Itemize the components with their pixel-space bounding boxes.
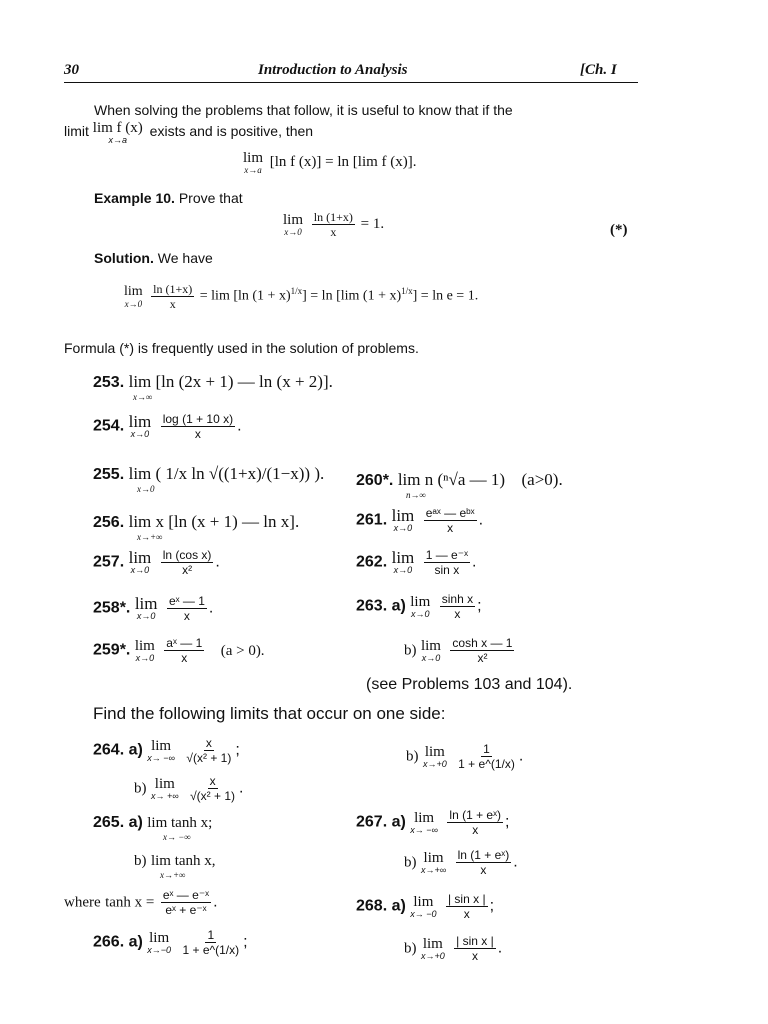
problem-260-expr: lim n (ⁿ√a — 1) — [397, 470, 506, 489]
problem-264a-den: √(x² + 1) — [186, 751, 232, 765]
problem-261-den: x — [447, 521, 454, 535]
sol-num: ln (1+x) — [153, 282, 193, 296]
problem-257-sub: x→0 — [130, 565, 150, 575]
problem-268a-den: x — [463, 907, 470, 921]
example-10 — [94, 190, 243, 206]
problem-256-sub: x→+∞ — [137, 532, 163, 542]
chapter-label: [Ch. I — [580, 62, 617, 78]
problem-268a-lim: lim — [413, 894, 434, 910]
problem-263b-num: cosh x — 1 — [452, 636, 513, 650]
problem-258-den: x — [183, 609, 190, 623]
problem-267b-lim: lim — [423, 850, 444, 866]
problem-266a-sub: x→−0 — [147, 945, 172, 955]
problem-255-number: 255. — [93, 466, 125, 483]
problem-260-sub: n→∞ — [406, 490, 426, 500]
problem-259-num: aˣ — 1 — [166, 636, 203, 650]
problem-253 — [93, 372, 333, 402]
problem-265b-expr: lim tanh x, — [150, 853, 216, 869]
problem-259-sub: x→0 — [135, 653, 155, 663]
problem-268a-sub: x→ −0 — [410, 909, 437, 919]
problem-262-lim: lim — [391, 548, 415, 567]
example-num: ln (1+x) — [313, 210, 353, 224]
problem-265b-sub: x→+∞ — [160, 870, 186, 880]
problem-263a-num: sinh x — [441, 592, 474, 606]
problem-268a: 268. a) lim x→ −0 $\frac{\text{| sin x |}}{x}$ ; — [356, 892, 495, 921]
problem-263a-number: 263. a) — [356, 597, 406, 615]
problem-264c-sub: x→+0 — [422, 759, 447, 769]
problem-264a-num: x — [205, 736, 212, 750]
problem-267a-lim: lim — [414, 810, 435, 826]
problem-266a-num: 1 — [207, 928, 215, 942]
problem-267b-label: b) — [404, 854, 417, 871]
problem-259-number: 259*. — [93, 641, 131, 659]
problem-261-sub: x→0 — [393, 523, 413, 533]
example-label: Example 10. — [94, 190, 175, 206]
problem-268b-lim: lim — [422, 936, 443, 952]
problem-258-lim: lim — [134, 594, 158, 613]
tanh-definition: where tanh x = $\frac{\text{eˣ — e⁻ˣ}}{\text{eˣ + e⁻ˣ}}$ . — [64, 888, 218, 917]
problem-267a-number: 267. a) — [356, 813, 406, 831]
example-sub: x→0 — [284, 227, 302, 237]
problem-254-number: 254. — [93, 417, 125, 435]
tanh-den: eˣ + e⁻ˣ — [165, 903, 207, 917]
page-number: 30 — [64, 62, 79, 78]
intro-line-2 — [64, 120, 313, 145]
problem-268a-num: | sin x | — [447, 892, 486, 906]
problem-267a-den: x — [472, 823, 479, 837]
intro-formula-sub: x→a — [244, 165, 262, 175]
problem-258-num: eˣ — 1 — [168, 594, 205, 608]
sol-lim-1: lim — [124, 284, 143, 299]
problem-255-sub: x→0 — [137, 484, 155, 494]
problem-258: 258*. lim x→0 $\frac{\text{eˣ — 1}}{x}$ . — [93, 594, 214, 623]
problem-264a-lim: lim — [151, 738, 172, 754]
intro-line-1: When solving the problems that follow, it is useful to know that if the — [94, 102, 513, 118]
one-side-heading: Find the following limits that occur on one side: — [93, 704, 446, 723]
problem-265a — [93, 814, 212, 842]
tanh-num: eˣ — e⁻ˣ — [162, 888, 210, 902]
problem-261: 261. lim x→0 $\frac{\text{eᵃˣ — eᵇˣ}}{x}$ . — [356, 506, 484, 535]
problem-262: 262. lim x→0 $\frac{\text{1 — e⁻ˣ}}{\text{sin x}}$ . — [356, 548, 477, 577]
problem-259-cond: (a > 0). — [220, 642, 265, 659]
problem-253-sub: x→∞ — [133, 392, 153, 402]
problem-263a-sub: x→0 — [411, 609, 430, 619]
problem-261-lim: lim — [391, 506, 415, 525]
sol-den: x — [169, 297, 176, 311]
problem-266a-number: 266. a) — [93, 933, 143, 951]
problem-264c-den: 1 + e^(1/x) — [458, 757, 515, 771]
problem-264c: b) lim x→+0 $\frac{1}{1 + e\^{}(1/x)}$ . — [406, 742, 524, 771]
problem-260-number: 260*. — [356, 472, 394, 489]
problem-266a: 266. a) lim x→−0 $\frac{1}{1 + e\^{}(1/x)}$ ; — [93, 928, 248, 957]
sol-chain-1: = lim [ln (1 + x) — [199, 288, 291, 304]
problem-259-den: x — [181, 651, 188, 665]
problem-264a-number: 264. a) — [93, 741, 143, 759]
tanh-lhs: tanh x = — [105, 894, 155, 911]
problem-263b-den: x² — [477, 651, 488, 665]
example-formula — [283, 210, 384, 239]
problem-264b: b) lim x→ +∞ $\frac{x}{\text{√(x² + 1)}}$ . — [134, 774, 244, 803]
problem-267b: b) lim x→+∞ $\frac{\text{ln (1 + eˣ)}}{x}$ . — [404, 848, 518, 877]
intro-limit-word: limit — [64, 123, 89, 140]
intro-line-2-text: exists and is positive, then — [149, 123, 314, 140]
intro-formula-body: [ln f (x)] = ln [lim f (x)]. — [269, 153, 417, 170]
problem-265b-label: b) — [134, 853, 147, 869]
problem-267a: 267. a) lim x→ −∞ $\frac{\text{ln (1 + eˣ)}}{x}$ ; — [356, 808, 510, 837]
problem-264b-label: b) — [134, 780, 147, 797]
sol-exp-1: 1/x — [290, 286, 303, 297]
problem-265a-sub: x→ −∞ — [163, 832, 191, 842]
problem-257-number: 257. — [93, 553, 125, 571]
problem-266a-lim: lim — [149, 930, 170, 946]
problem-255-expr: lim ( 1/x ln √((1+x)/(1−x)) ). — [128, 464, 325, 483]
problem-264c-label: b) — [406, 748, 419, 765]
intro-formula — [243, 150, 417, 175]
solution — [94, 250, 213, 266]
problem-268b-den: x — [471, 949, 478, 963]
solution-label: Solution. — [94, 250, 154, 266]
problem-263b — [404, 636, 516, 665]
problem-257-den: x² — [182, 563, 193, 577]
sol-chain-2: ] = ln [lim (1 + x) — [302, 288, 402, 304]
sol-exp-2: 1/x — [401, 286, 413, 297]
problem-264c-num: 1 — [483, 742, 490, 756]
intro-sub: x→a — [108, 135, 128, 145]
problem-262-sub: x→0 — [393, 565, 413, 575]
running-title: Introduction to Analysis — [258, 62, 408, 78]
problem-259-lim: lim — [134, 638, 155, 654]
problem-255 — [93, 464, 324, 494]
problem-256-number: 256. — [93, 514, 125, 531]
problem-263a-lim: lim — [410, 594, 431, 610]
problem-268b: b) lim x→+0 $\frac{\text{| sin x |}}{x}$ . — [404, 934, 503, 963]
problem-268b-num: | sin x | — [456, 934, 494, 948]
solution-formula — [124, 282, 478, 311]
problem-256 — [93, 512, 299, 542]
problem-264b-lim: lim — [154, 776, 175, 792]
problem-253-expr: lim [ln (2x + 1) — ln (x + 2)]. — [128, 372, 333, 391]
sol-sub-1: x→0 — [124, 299, 143, 309]
problem-260 — [356, 470, 563, 500]
problem-267a-sub: x→ −∞ — [410, 825, 438, 835]
problem-265a-expr: lim tanh x; — [147, 815, 213, 831]
problem-257: 257. lim x→0 $\frac{\text{ln (cos x)}}{\text{x²}}$ . — [93, 548, 220, 577]
problem-260-cond: (a>0). — [521, 470, 563, 489]
problem-259 — [93, 636, 265, 665]
example-rhs: = 1. — [360, 215, 385, 232]
problem-267b-sub: x→+∞ — [420, 865, 447, 875]
problem-257-lim: lim — [128, 548, 152, 567]
problem-264b-sub: x→ +∞ — [150, 791, 179, 801]
problem-254-den: x — [194, 427, 201, 441]
solution-text: We have — [157, 250, 213, 266]
problem-261-number: 261. — [356, 511, 388, 529]
problem-263b-lim: lim — [420, 638, 441, 654]
problem-254-lim: lim — [128, 412, 152, 431]
problem-265b — [134, 852, 216, 880]
problem-268b-sub: x→+0 — [420, 951, 445, 961]
formula-note: Formula (*) is frequently used in the solution of problems. — [64, 340, 419, 356]
problem-254-sub: x→0 — [130, 429, 150, 439]
problem-262-num: 1 — e⁻ˣ — [425, 548, 469, 562]
problem-262-den: sin x — [434, 563, 460, 577]
problem-264a-sub: x→ −∞ — [147, 753, 175, 763]
example-lim: lim — [283, 212, 304, 228]
problem-261-num: eᵃˣ — eᵇˣ — [425, 506, 475, 520]
problem-267b-den: x — [480, 863, 487, 877]
problem-264c-lim: lim — [424, 744, 445, 760]
header-rule — [64, 82, 638, 83]
problem-266a-den: 1 + e^(1/x) — [182, 943, 240, 957]
problem-267a-num: ln (1 + eˣ) — [449, 808, 502, 822]
problem-263a-den: x — [454, 607, 461, 621]
problem-256-expr: lim x [ln (x + 1) — ln x]. — [128, 512, 300, 531]
problem-257-num: ln (cos x) — [162, 548, 212, 562]
problem-263b-label: b) — [404, 642, 417, 659]
example-den: x — [330, 225, 337, 239]
problem-264b-den: √(x² + 1) — [190, 789, 236, 803]
problem-254: 254. lim x→0 $\frac{\log (1 + 10 x)}{x}$ . — [93, 412, 242, 441]
problem-264a: 264. a) lim x→ −∞ $\frac{x}{\text{√(x² + 1)}}$ ; — [93, 736, 240, 765]
problem-262-number: 262. — [356, 553, 388, 571]
problem-253-number: 253. — [93, 374, 125, 391]
problem-258-sub: x→0 — [136, 611, 156, 621]
problem-265a-number: 265. a) — [93, 814, 143, 831]
see-problems-note: (see Problems 103 and 104). — [366, 676, 573, 693]
problem-258-number: 258*. — [93, 599, 131, 617]
problem-263b-sub: x→0 — [421, 653, 441, 663]
example-text: Prove that — [178, 190, 243, 206]
problem-254-num: log (1 + 10 x) — [162, 412, 234, 426]
sol-chain-3: ] = ln e = 1. — [412, 288, 479, 304]
problem-263a: 263. a) lim x→0 $\frac{\text{sinh x}}{x}$ ; — [356, 592, 482, 621]
problem-267b-num: ln (1 + eˣ) — [457, 848, 510, 862]
problem-268b-label: b) — [404, 940, 417, 957]
example-marker: (*) — [610, 222, 628, 238]
intro-lim-f: lim f (x) — [92, 120, 143, 136]
problem-264b-num: x — [209, 774, 216, 788]
intro-formula-lim: lim — [243, 150, 264, 166]
where-word: where — [64, 894, 101, 911]
problem-268a-number: 268. a) — [356, 897, 406, 915]
